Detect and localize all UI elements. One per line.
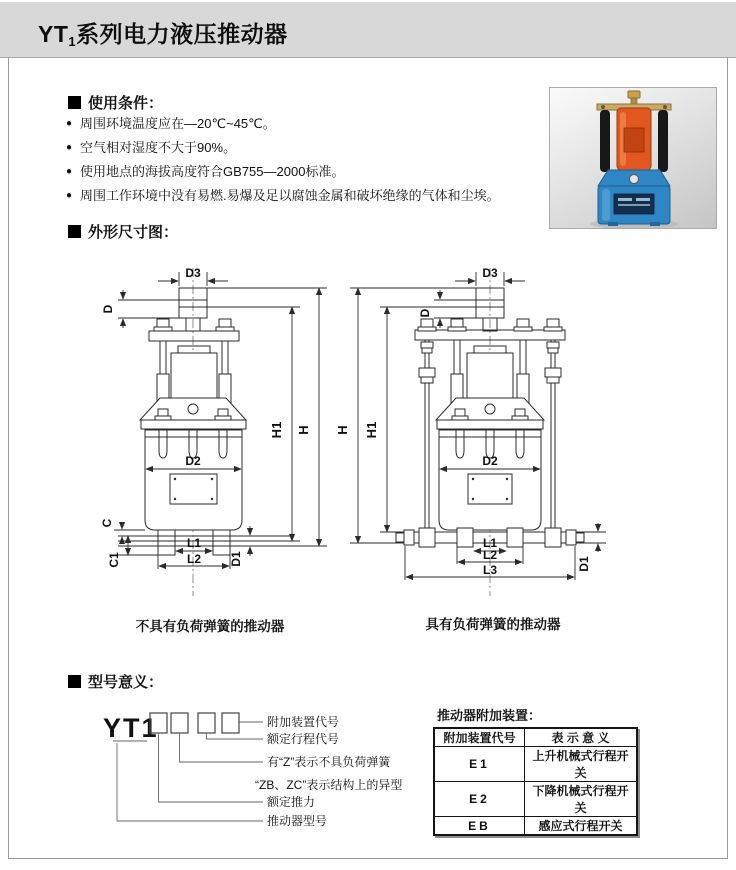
dim-label-h1: H1 [269,421,284,439]
title-rest: 系列电力液压推动器 [76,21,288,47]
attachments-table [433,727,638,836]
model-box-2 [171,713,188,733]
dot-bullet-icon: ● [66,190,73,201]
square-bullet-icon [68,675,81,688]
cell-code-eb: EB [434,817,525,836]
legend-stroke-code: 额定行程代号 [267,732,340,746]
usage-heading [68,92,163,113]
thruster-photo-illustration [550,88,716,228]
legend-rated-thrust: 额定推力 [267,795,316,809]
caption-with-spring: 具有负荷弹簧的推动器 [425,617,561,632]
dot-bullet-icon: ● [66,166,73,177]
dim-label-l2: L2 [186,552,202,566]
table-header-row [434,728,637,747]
cell-code-e1: E1 [434,747,525,782]
dim-label-d: D [418,308,432,318]
legend-attachment-code: 附加装置代号 [267,715,340,729]
dimension-drawing-no-spring [100,262,350,607]
dim-label-d1: D1 [229,551,243,567]
product-photo [549,87,717,229]
legend-thruster-model: 推动器型号 [267,814,328,828]
table-row [434,782,637,817]
dim-label-d1: D1 [577,556,591,572]
dim-label-d: D [101,304,115,314]
dim-label-d3: D3 [482,266,498,280]
table-row [434,817,637,836]
dim-label-h1: H1 [364,421,379,439]
model-code-text: YT1 [103,713,159,743]
model-heading [68,671,163,692]
dimension-drawing-with-spring [330,262,635,607]
dim-label-l1: L1 [482,536,498,550]
usage-bullet-4-text: 周围工作环境中没有易燃.易爆及足以腐蚀金属和破坏绝缘的气体和尘埃。 [80,188,500,203]
table-row [434,747,637,782]
dim-label-h: H [335,425,350,435]
usage-bullet-1-text: 周围环境温度应在—20℃~45℃。 [80,116,276,131]
square-bullet-icon [68,96,81,109]
dim-label-c1: C1 [107,552,121,568]
caption-no-spring: 不具有负荷弹簧的推动器 [135,619,285,634]
dot-bullet-icon: ● [66,142,73,153]
cell-meaning-e2: 下降机械式行程开关 [525,782,638,817]
legend-zb-zc-variant: “ZB、ZC”表示结构上的异型 [255,778,403,792]
page-title [38,16,288,49]
dimensions-heading [68,221,178,242]
title-prefix: YT [38,21,69,47]
dim-label-l2: L2 [482,548,498,562]
title-subscript: 1 [68,34,77,49]
header-attachment-code: 附加装置代号 [434,728,525,747]
usage-bullet-2 [66,140,236,156]
model-box-3 [198,713,215,733]
attachments-table-title: 推动器附加装置： [437,708,542,723]
dim-label-c: C [100,518,114,528]
cell-meaning-e1: 上升机械式行程开关 [525,747,638,782]
usage-heading-text: 使用条件： [88,95,164,112]
dim-label-d3: D3 [185,266,201,280]
dim-label-d2: D2 [482,454,498,468]
usage-bullet-2-text: 空气相对湿度不大于90%。 [80,140,237,155]
dim-label-l1: L1 [186,536,202,550]
square-bullet-icon [68,225,81,238]
dim-label-d2: D2 [185,454,201,468]
header-meaning: 表 示 意 义 [525,728,638,747]
usage-bullet-3 [66,164,344,180]
dot-bullet-icon: ● [66,118,73,129]
model-heading-text: 型号意义： [88,674,164,691]
usage-bullet-3-text: 使用地点的海拔高度符合GB755—2000标准。 [80,164,345,179]
model-box-4 [222,713,239,733]
cell-meaning-eb: 感应式行程开关 [525,817,638,836]
cell-code-e2: E2 [434,782,525,817]
dim-label-l3: L3 [482,563,498,577]
usage-bullet-1 [66,116,276,132]
dim-label-h: H [296,425,311,435]
model-code-diagram [95,700,425,850]
legend-z-no-spring: 有“Z”表示不具负荷弹簧 [267,755,391,769]
dimensions-heading-text: 外形尺寸图： [88,224,179,241]
usage-bullet-4 [66,188,500,204]
